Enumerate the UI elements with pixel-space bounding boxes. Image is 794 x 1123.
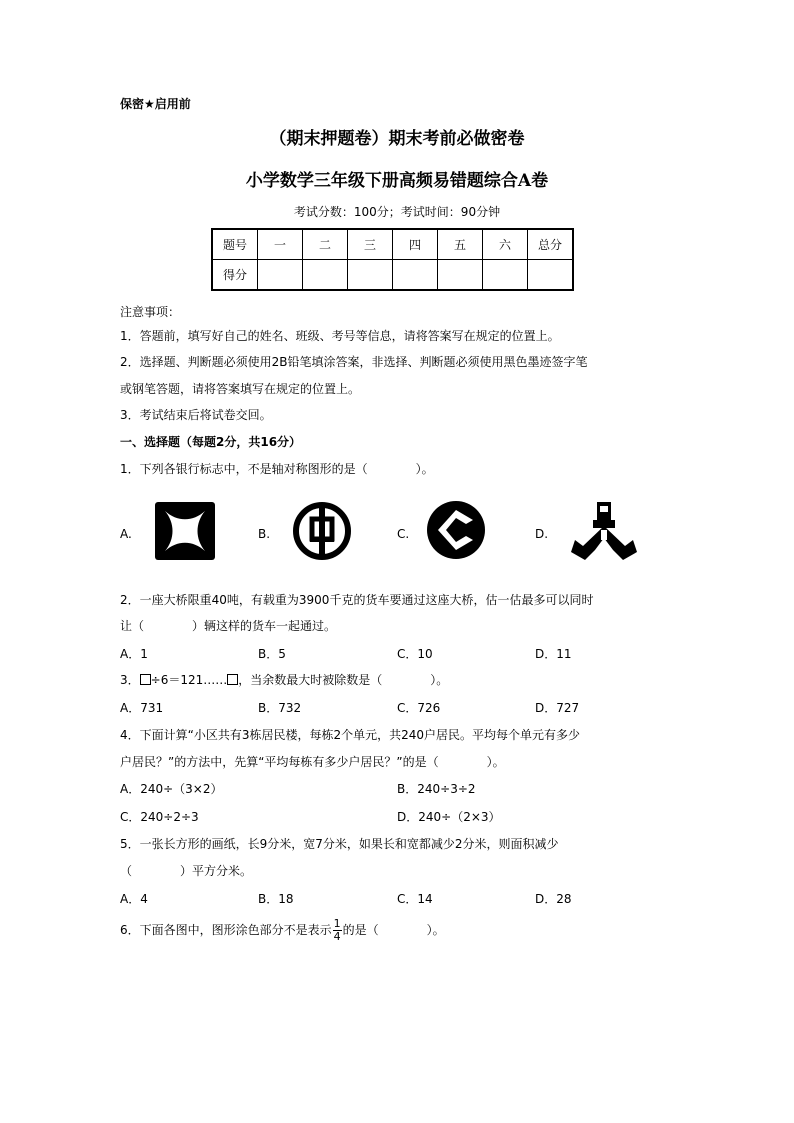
option-d-label: D.: [535, 527, 549, 541]
score-cell: 三: [348, 229, 393, 260]
option-b[interactable]: B．732: [258, 701, 302, 715]
exam-info: 考试分数：100分；考试时间：90分钟: [293, 205, 501, 219]
option-c-label: C.: [397, 527, 410, 541]
score-cell: 一: [258, 229, 303, 260]
score-blank-cell[interactable]: [438, 260, 483, 291]
score-blank-cell[interactable]: [528, 260, 574, 291]
blank-box: [227, 674, 238, 685]
question-3-suffix: ，当余数最大时被除数是（ ）。: [238, 673, 449, 687]
score-table: [211, 228, 574, 291]
score-cell: 四: [393, 229, 438, 260]
score-table-score-row: [212, 260, 573, 291]
option-d[interactable]: D．727: [535, 701, 580, 715]
option-d[interactable]: D．11: [535, 647, 572, 661]
question-5-stem: 5．一张长方形的画纸，长9分米，宽7分米，如果长和宽都减少2分米，则面积减少: [120, 837, 559, 851]
question-5-stem: （ ）平方分米。: [120, 864, 253, 878]
score-blank-cell[interactable]: [483, 260, 528, 291]
option-b[interactable]: B．5: [258, 647, 286, 661]
score-blank-cell[interactable]: [393, 260, 438, 291]
option-b[interactable]: B．240÷3÷2: [397, 782, 476, 796]
score-blank-cell[interactable]: [258, 260, 303, 291]
fraction-denominator: 4: [333, 930, 341, 943]
note-item: 3．考试结束后将试卷交回。: [120, 408, 272, 422]
option-b[interactable]: B．18: [258, 892, 294, 906]
option-a[interactable]: A．4: [120, 892, 148, 906]
option-c[interactable]: C．726: [397, 701, 441, 715]
option-a-label: A.: [120, 527, 132, 541]
coin-logo-icon: [291, 500, 353, 566]
tri-logo-icon: [571, 500, 637, 566]
fraction: [333, 918, 342, 943]
option-c[interactable]: C．14: [397, 892, 433, 906]
score-cell: 二: [303, 229, 348, 260]
option-b-label: B.: [258, 527, 271, 541]
score-cell: 六: [483, 229, 528, 260]
score-row-label: 得分: [212, 260, 258, 291]
score-blank-cell[interactable]: [303, 260, 348, 291]
notes-title: 注意事项：: [120, 305, 181, 319]
question-2-stem: 2．一座大桥限重40吨，有载重为3900千克的货车要通过这座大桥，估一估最多可以同时: [120, 593, 594, 607]
note-item: 2．选择题、判断题必须使用2B铅笔填涂答案，非选择、判断题必须使用黑色墨迹签字笔: [120, 355, 588, 369]
score-table-header-row: [212, 229, 573, 260]
fraction-numerator: 1: [333, 917, 341, 930]
star-square-logo-icon: [155, 502, 215, 564]
option-d[interactable]: D．240÷（2×3）: [397, 810, 501, 824]
option-a[interactable]: A．240÷（3×2）: [120, 782, 223, 796]
note-item: 1．答题前，填写好自己的姓名、班级、考号等信息，请将答案写在规定的位置上。: [120, 329, 560, 343]
exam-subtitle: 小学数学三年级下册高频易错题综合A卷: [245, 171, 549, 191]
blank-box: [140, 674, 151, 685]
question-6-suffix: 的是（ ）。: [342, 923, 445, 937]
score-cell: 五: [438, 229, 483, 260]
question-3-mid: ÷6＝121……: [150, 673, 228, 687]
note-item: 或钢笔答题，请将答案填写在规定的位置上。: [120, 382, 361, 396]
question-6-stem: [120, 918, 445, 943]
question-1-stem: 1．下列各银行标志中，不是轴对称图形的是（ ）。: [120, 462, 434, 476]
exam-title: （期末押题卷）期末考前必做密卷: [269, 129, 525, 149]
option-c[interactable]: C．10: [397, 647, 433, 661]
score-cell: 总分: [528, 229, 574, 260]
question-4-stem: 户居民？”的方法中，先算“平均每栋有多少户居民？”的是（ ）。: [120, 755, 505, 769]
secret-label: 保密★启用前: [120, 97, 191, 111]
question-2-stem: 让（ ）辆这样的货车一起通过。: [120, 619, 337, 633]
score-cell: 题号: [212, 229, 258, 260]
question-6-prefix: 6．下面各图中，图形涂色部分不是表示: [120, 923, 332, 937]
option-d[interactable]: D．28: [535, 892, 572, 906]
question-3-prefix: 3．: [120, 673, 140, 687]
option-a[interactable]: A．1: [120, 647, 148, 661]
c-circle-logo-icon: [426, 500, 486, 564]
option-a[interactable]: A．731: [120, 701, 164, 715]
question-4-stem: 4．下面计算“小区共有3栋居民楼，每栋2个单元，共240户居民。平均每个单元有多少: [120, 728, 581, 742]
option-c[interactable]: C．240÷2÷3: [120, 810, 199, 824]
section-title: 一、选择题（每题2分，共16分）: [120, 435, 302, 449]
score-blank-cell[interactable]: [348, 260, 393, 291]
question-3-stem: [120, 671, 448, 688]
